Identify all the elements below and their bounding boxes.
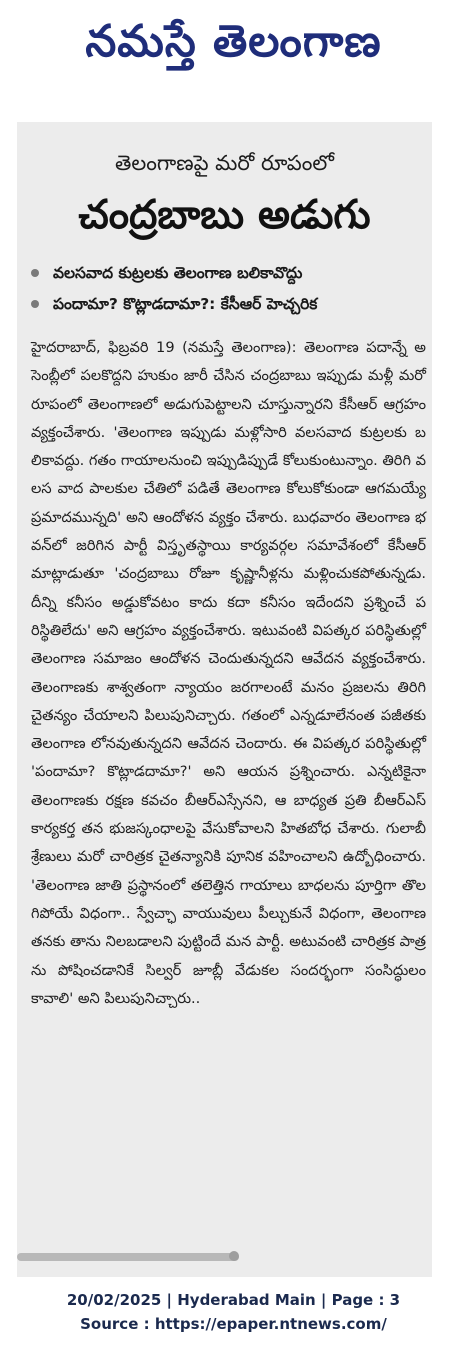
source-footer bbox=[0, 1288, 467, 1336]
edition-info: 20/02/2025 | Hyderabad Main | Page : 3 bbox=[66, 1291, 401, 1309]
article-kicker: తెలంగాణపై మరో రూపంలో bbox=[115, 151, 334, 175]
bullet-icon bbox=[31, 269, 39, 277]
highlight-text: వలసవాద కుట్రలకు తెలంగాణ బలికావొద్దు bbox=[53, 264, 303, 282]
article-headline: చంద్రబాబు అడుగు bbox=[78, 192, 371, 238]
source-link[interactable]: Source : https://epaper.ntnews.com/ bbox=[80, 1315, 387, 1333]
article-clipping bbox=[17, 122, 432, 1277]
scrollbar-thumb[interactable] bbox=[229, 1251, 239, 1261]
highlight-item bbox=[31, 289, 426, 320]
newspaper-masthead: నమస్తే తెలంగాణ bbox=[85, 16, 382, 67]
article-body: హైదరాబాద్, ఫిబ్రవరి 19 (నమస్తే తెలంగాణ): తెలంగాణ పదాన్నే అసెంబ్లీలో పలకొద్దని హుకుం జారీ చేసిన చంద్రబాబు ఇప్పుడు మళ్లీ మరో రూపంలో తెలంగాణలో అడుగుపెట్టాలని చూస్తున్నారని కేసీఆర్ ఆగ్రహం వ్యక్తంచేశారు. 'తెలంగాణ ఇప్పుడు మళ్లోసారి వలసవాద కుట్రలకు బలికావద్దు. గతం గాయాలనుంచి ఇప్పుడిప్పుడే కోలుకుంటున్నాం. తిరిగి వలస వాద పాలకుల చేతిలో పడితే తెలంగాణ కోలుకోకుండా ఆగమయ్యే ప్రమాదమున్నది' అని ఆందోళన వ్యక్తం చేశారు. బుధవారం తెలంగాణ భవన్‌లో జరిగిన పార్టీ విస్తృతస్థాయి కార్యవర్గల సమావేశంలో కేసీఆర్ మాట్లాడుతూ 'చంద్రబాబు రోజూ కృష్ణానీళ్లను మళ్లించుకపోతున్నడు. దీన్ని కనీసం అడ్డుకోవటం కాదు కదా కనీసం ఇదేందని ప్రశ్నించే పరిస్థితిలేదు' అని ఆగ్రహం వ్యక్తంచేశారు. ఇటువంటి విపత్కర పరిస్థితుల్లో తెలంగాణ సమాజం ఆందోళన చెందుతున్నదని ఆవేదన వ్యక్తంచేశారు. తెలంగాణకు శాశ్వతంగా న్యాయం జరగాలంటే మనం ప్రజలను తిరిగి చైతన్యం చేయాలని పిలుపునిచ్చారు. గతంలో ఎన్నడూలేనంత పజీతకు తెలంగాణ లోనవుతున్నదని ఆవేదన చెందారు. ఈ విపత్కర పరిస్థితుల్లో 'పందామా? కొట్లాడదామా?' అని ఆయన ప్రశ్నించారు. ఎన్నటికైనా తెలంగాణకు రక్షణ కవచం బీఆర్‌ఎస్సేనని, ఆ బాధ్యత ప్రతి బీఆర్‌ఎస్ కార్యకర్త తన భుజస్కంధాలపై వేసుకోవాలని హితబోధ చేశారు. గులాబీ శ్రేణులు మరో చారిత్రక చైతన్యానికి పూనిక వహించాలని ఉద్బోధించారు. 'తెలంగాణ జాతి ప్రస్థానంలో తలెత్తిన గాయాలు బాధలను పూర్తిగా తొలగిపోయే విధంగా.. స్వేచ్ఛా వాయువులు పీల్చుకునే విధంగా, తెలంగాణ తనకు తాను నిలబడాలని పుట్టిందే మన పార్టీ. అటువంటి చారిత్రక పాత్రను పోషించడానికే సిల్వర్ జూబ్లీ వేడుకల సందర్భంగా సంసిద్ధులం కావాలి' అని పిలుపునిచ్చారు.. bbox=[31, 339, 426, 1007]
bullet-icon bbox=[31, 300, 39, 308]
highlight-item bbox=[31, 258, 426, 289]
horizontal-scrollbar[interactable] bbox=[17, 1253, 239, 1261]
highlight-list bbox=[31, 258, 426, 320]
highlight-text: పందామా? కొట్లాడదామా?: కేసీఆర్ హెచ్చరిక bbox=[53, 295, 318, 313]
